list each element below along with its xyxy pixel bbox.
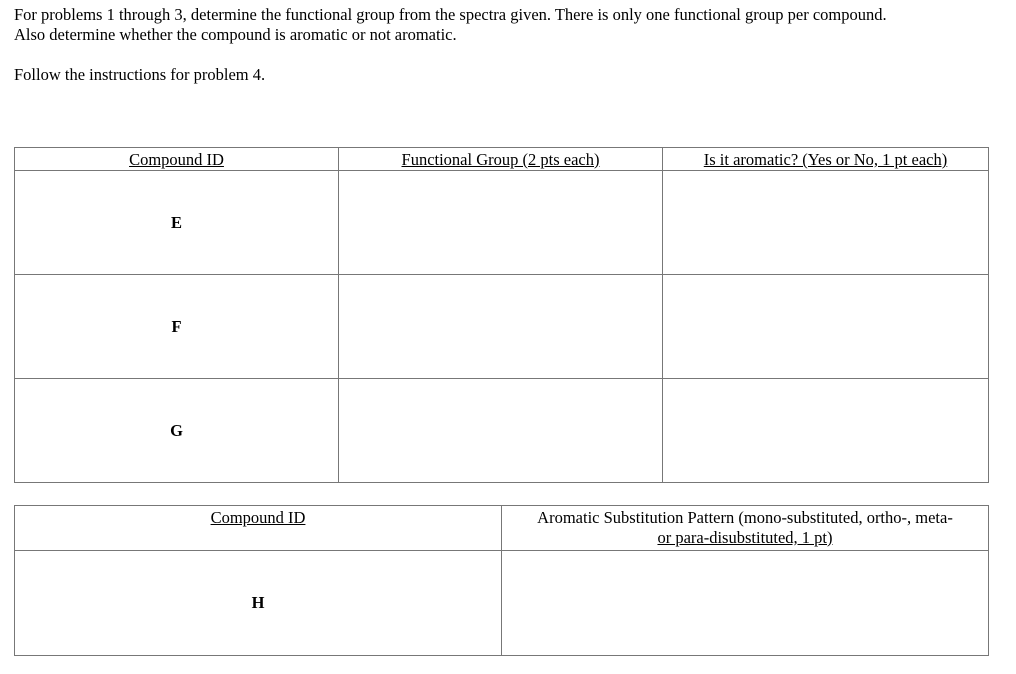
table-row [15,551,989,656]
functional-group-answer-cell[interactable] [339,275,663,379]
header-compound-id: Compound ID [15,506,502,551]
table-header-row [15,148,989,171]
compound-id-cell: G [15,379,339,483]
table-row [15,171,989,275]
table-header-row [15,506,989,551]
header-substitution-pattern: Aromatic Substitution Pattern (mono-substituted, ortho-, meta- or para-disubstituted, 1 pt) [502,506,989,551]
aromatic-answer-cell[interactable] [663,171,989,275]
table-row [15,275,989,379]
instruction-line-2: Also determine whether the compound is aromatic or not aromatic. [14,25,457,44]
compound-id-cell: H [15,551,502,656]
instruction-line-1: For problems 1 through 3, determine the functional group from the spectra given. There is only one functional group per compound. [14,5,887,24]
table-row [15,379,989,483]
instruction-line-3: Follow the instructions for problem 4. [14,65,266,84]
instructions [14,5,1004,85]
functional-group-answer-cell[interactable] [339,171,663,275]
functional-group-table [14,147,989,483]
header-functional-group: Functional Group (2 pts each) [339,148,663,171]
header-is-aromatic: Is it aromatic? (Yes or No, 1 pt each) [663,148,989,171]
substitution-answer-cell[interactable] [502,551,989,656]
compound-id-cell: F [15,275,339,379]
functional-group-answer-cell[interactable] [339,379,663,483]
compound-id-cell: E [15,171,339,275]
header-compound-id: Compound ID [15,148,339,171]
substitution-pattern-table [14,505,989,656]
aromatic-answer-cell[interactable] [663,379,989,483]
aromatic-answer-cell[interactable] [663,275,989,379]
